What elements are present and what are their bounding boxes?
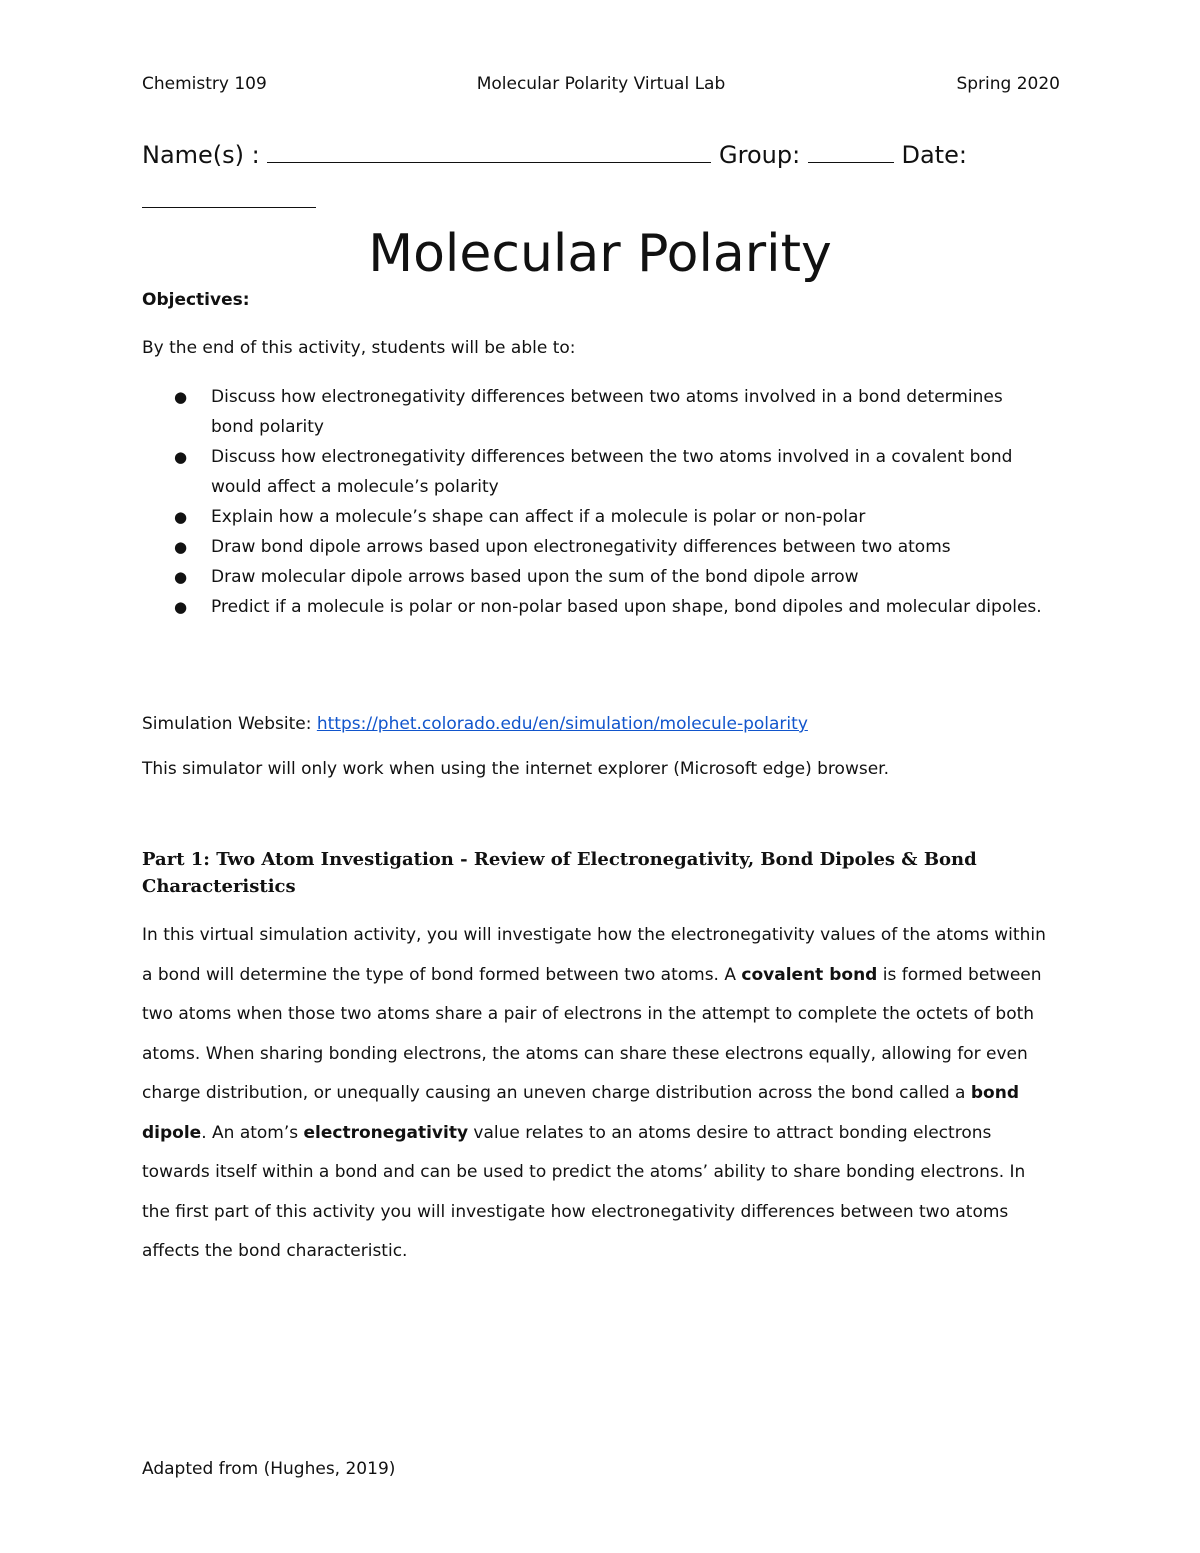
term-covalent-bond: covalent bond bbox=[741, 964, 878, 985]
simulation-link[interactable]: https://phet.colorado.edu/en/simulation/molecule-polarity bbox=[316, 714, 808, 734]
browser-note: This simulator will only work when using the internet explorer (Microsoft edge) browser. bbox=[142, 759, 889, 779]
bullet-icon: ● bbox=[174, 508, 188, 526]
part1-heading: Part 1: Two Atom Investigation - Review of Electronegativity, Bond Dipoles & Bond Characteristics bbox=[142, 849, 977, 897]
objectives-list bbox=[142, 382, 1042, 622]
student-info-line bbox=[142, 140, 1060, 169]
document-title: Molecular Polarity bbox=[368, 224, 832, 284]
objective-item: ● Discuss how electronegativity differences between the two atoms involved in a covalent bond would affect a molecule’s polarity bbox=[142, 442, 1042, 502]
bullet-icon: ● bbox=[174, 448, 188, 466]
bullet-icon: ● bbox=[174, 598, 188, 616]
header-term: Spring 2020 bbox=[956, 74, 1060, 94]
bullet-icon: ● bbox=[174, 568, 188, 586]
objectives-intro: By the end of this activity, students will be able to: bbox=[142, 338, 576, 358]
date-label: Date: bbox=[901, 141, 967, 169]
name-field[interactable] bbox=[267, 140, 711, 163]
part1-paragraph: In this virtual simulation activity, you will investigate how the electronegativity values of the atoms within a bond will determine the type of bond formed between two atoms. A covalent bond is formed between two atoms when those two atoms share a pair of electrons in the attempt to complete the octets of both atoms. When sharing bonding electrons, the atoms can share these electrons equally, allowing for even charge distribution, or unequally causing an uneven charge distribution across the bond called a bond dipole. An atom’s electronegativity value relates to an atoms desire to attract bonding electrons towards itself within a bond and can be used to predict the atoms’ ability to share bonding electrons. In the first part of this activity you will investigate how electronegativity differences between two atoms affects the bond characteristic. bbox=[142, 925, 1046, 1261]
objective-item: ● Predict if a molecule is polar or non-polar based upon shape, bond dipoles and molecular dipoles. bbox=[142, 592, 1042, 622]
page-footer: Adapted from (Hughes, 2019) bbox=[142, 1459, 396, 1479]
objective-item: ● Explain how a molecule’s shape can affect if a molecule is polar or non-polar bbox=[142, 502, 1042, 532]
bullet-icon: ● bbox=[174, 538, 188, 556]
date-field[interactable] bbox=[142, 207, 316, 208]
term-bond-dipole: bond dipole bbox=[142, 1083, 1019, 1143]
header-course: Chemistry 109 bbox=[142, 74, 267, 94]
simulation-website-line bbox=[142, 714, 808, 734]
objectives-heading: Objectives: bbox=[142, 290, 250, 310]
header-lab-title: Molecular Polarity Virtual Lab bbox=[476, 74, 726, 94]
group-label: Group: bbox=[719, 141, 801, 169]
group-field[interactable] bbox=[808, 140, 894, 163]
objective-item: ● Draw molecular dipole arrows based upon the sum of the bond dipole arrow bbox=[142, 562, 1042, 592]
term-electronegativity: electronegativity bbox=[303, 1122, 469, 1143]
name-label: Name(s) : bbox=[142, 141, 260, 169]
page-header bbox=[142, 74, 1060, 98]
simulation-label: Simulation Website: bbox=[142, 714, 312, 734]
bullet-icon: ● bbox=[174, 388, 188, 406]
objective-item: ● Discuss how electronegativity differences between two atoms involved in a bond determines bond polarity bbox=[142, 382, 1042, 442]
objective-item: ● Draw bond dipole arrows based upon electronegativity differences between two atoms bbox=[142, 532, 1042, 562]
